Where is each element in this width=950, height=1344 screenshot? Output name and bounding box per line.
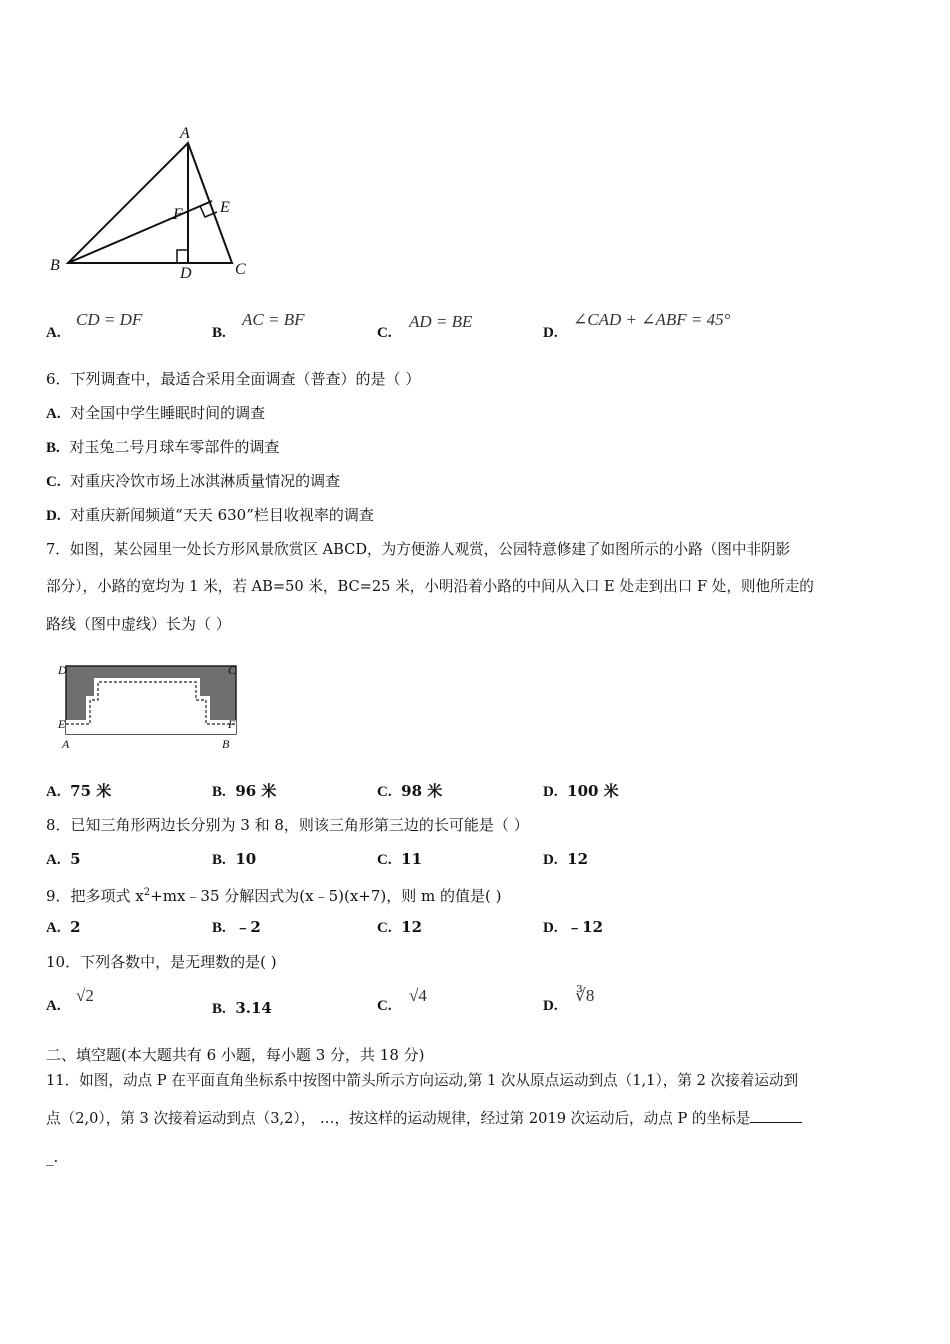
q11-stem-line3: _. <box>46 1148 59 1166</box>
option-text: 对全国中学生睡眠时间的调查 <box>70 404 266 422</box>
q9-option-c[interactable] <box>377 917 422 938</box>
option-expr: √4 <box>409 986 427 1005</box>
option-label: D. <box>543 852 558 868</box>
option-label: B. <box>212 1001 226 1017</box>
option-text: 12 <box>401 918 423 936</box>
option-text: 对重庆新闻频道“天天 630”栏目收视率的调查 <box>70 506 374 524</box>
point-label: B <box>50 257 60 274</box>
q11-stem-line2 <box>46 1108 802 1129</box>
q8-option-a[interactable] <box>46 849 81 870</box>
option-expr: ∠CAD + ∠ABF = 45° <box>573 310 731 329</box>
q6-stem: 6．下列调查中，最适合采用全面调查（普查）的是（ ） <box>46 370 421 388</box>
section-title: 二、填空题(本大题共有 6 小题，每小题 3 分，共 18 分) <box>46 1046 425 1064</box>
option-label: B. <box>46 440 60 456</box>
q6-option-c[interactable] <box>46 471 340 492</box>
option-expr: ∛8 <box>575 986 595 1005</box>
q7-stem-line3: 路线（图中虚线）长为（ ） <box>46 615 231 633</box>
option-label: C. <box>377 920 392 936</box>
option-label: B. <box>212 920 226 936</box>
q7-option-b[interactable] <box>212 781 276 802</box>
option-label: A. <box>46 325 61 341</box>
option-text: 5 <box>70 850 81 868</box>
option-text: 12 <box>567 850 589 868</box>
point-label: C <box>235 261 246 278</box>
option-label: D. <box>543 998 558 1014</box>
option-text: ﹣12 <box>567 918 604 936</box>
option-label: C. <box>377 852 392 868</box>
option-label: D. <box>543 920 558 936</box>
option-label: A. <box>46 406 61 422</box>
option-expr: AC = BF <box>242 310 305 329</box>
option-text: 98 米 <box>401 782 443 800</box>
option-expr: AD = BE <box>409 312 473 331</box>
q9-option-b[interactable] <box>212 917 261 938</box>
point-label: F <box>173 206 183 223</box>
figure-label: E <box>58 717 66 731</box>
q7-option-d[interactable] <box>543 781 619 802</box>
option-text: 10 <box>235 850 257 868</box>
q9-stem-post: +mx﹣35 分解因式为(x﹣5)(x+7)，则 m 的值是( ) <box>150 887 502 905</box>
q10-option-b[interactable] <box>212 998 272 1019</box>
figure-label: F <box>228 717 236 731</box>
q9-stem-sup: 2 <box>143 887 151 898</box>
q7-stem-line2: 部分），小路的宽均为 1 米，若 AB=50 米，BC=25 米，小明沿着小路的中间从入口 E 处走到出口 F 处，则他所走的 <box>46 578 814 595</box>
point-label: D <box>180 265 192 282</box>
option-text: 96 米 <box>235 782 277 800</box>
option-label: D. <box>543 325 558 341</box>
q9-option-a[interactable] <box>46 917 81 938</box>
option-label: B. <box>212 784 226 800</box>
q6-option-b[interactable] <box>46 437 279 458</box>
figure-label: D <box>58 663 67 677</box>
q6-option-d[interactable] <box>46 505 374 526</box>
q9-stem-pre: 9．把多项式 x <box>46 887 144 905</box>
figure-label: A <box>62 737 70 751</box>
q8-option-d[interactable] <box>543 849 588 870</box>
option-expr: √2 <box>76 986 94 1005</box>
option-text: 100 米 <box>567 782 619 800</box>
park-figure <box>56 660 246 752</box>
option-text: 对重庆冷饮市场上冰淇淋质量情况的调查 <box>70 472 341 490</box>
option-label: A. <box>46 920 61 936</box>
option-label: A. <box>46 852 61 868</box>
option-label: C. <box>377 998 392 1014</box>
option-text: 3.14 <box>235 999 272 1017</box>
triangle-figure <box>40 120 270 285</box>
q7-option-c[interactable] <box>377 781 442 802</box>
q11-stem-line1: 11．如图，动点 P 在平面直角坐标系中按图中箭头所示方向运动,第 1 次从原点运动到点（1,1），第 2 次接着运动到 <box>46 1072 799 1089</box>
q7-option-a[interactable] <box>46 781 111 802</box>
option-text: 11 <box>401 850 423 868</box>
q9-stem <box>46 883 501 906</box>
option-text: ﹣2 <box>235 918 261 936</box>
option-label: D. <box>46 508 61 524</box>
figure-label: B <box>222 737 230 751</box>
option-text: 对玉兔二号月球车零部件的调查 <box>69 438 280 456</box>
point-label: A <box>180 125 190 142</box>
option-label: C. <box>377 325 392 341</box>
option-label: B. <box>212 852 226 868</box>
option-label: C. <box>46 474 61 490</box>
option-label: C. <box>377 784 392 800</box>
q8-stem: 8．已知三角形两边长分别为 3 和 8，则该三角形第三边的长可能是（ ） <box>46 816 529 834</box>
q8-option-c[interactable] <box>377 849 422 870</box>
figure-label: C <box>228 663 237 677</box>
q9-option-d[interactable] <box>543 917 603 938</box>
answer-blank[interactable] <box>750 1108 802 1123</box>
option-text: 2 <box>70 918 81 936</box>
q6-option-a[interactable] <box>46 403 265 424</box>
option-label: A. <box>46 998 61 1014</box>
point-label: E <box>220 199 230 216</box>
option-label: A. <box>46 784 61 800</box>
q8-option-b[interactable] <box>212 849 256 870</box>
q11-line2-text: 点（2,0），第 3 次接着运动到点（3,2）， …，按这样的运动规律，经过第 2019 次运动后，动点 P 的坐标是 <box>46 1110 751 1127</box>
option-label: D. <box>543 784 558 800</box>
option-expr: CD = DF <box>76 310 143 329</box>
option-text: 75 米 <box>70 782 112 800</box>
option-label: B. <box>212 325 226 341</box>
q10-stem: 10．下列各数中，是无理数的是( ) <box>46 953 277 971</box>
q7-stem-line1: 7．如图，某公园里一处长方形风景欣赏区 ABCD，为方便游人观赏，公园特意修建了如图所示的小路（图中非阴影 <box>46 541 791 558</box>
